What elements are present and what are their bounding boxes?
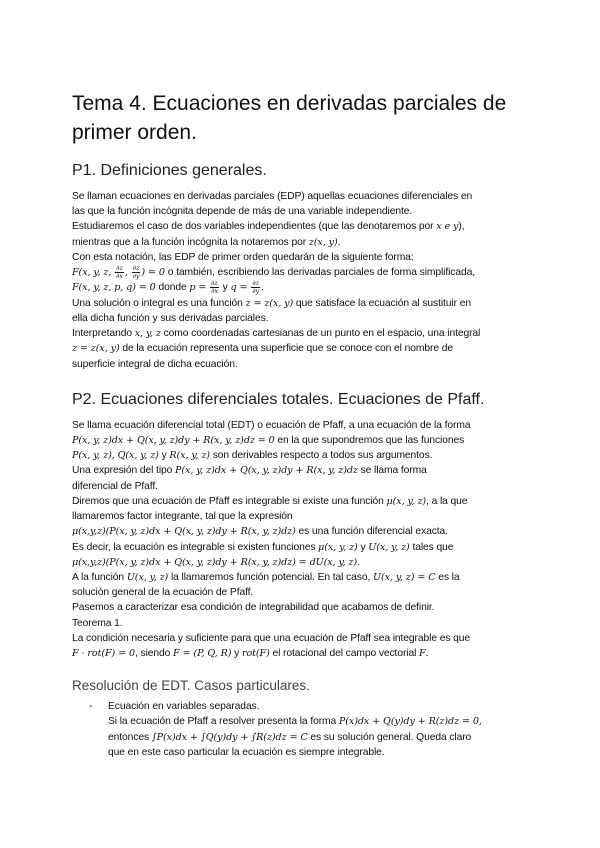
text-line: ella dicha función y sus derivadas parciales. (72, 313, 269, 325)
text-line: Es decir, la ecuación es integrable si existen funciones (72, 541, 316, 553)
text-line: el rotacional del campo vectorial (272, 647, 417, 659)
text-line: Una expresión del tipo (72, 465, 173, 477)
text-line: tales que (412, 541, 454, 553)
fraction-numerator: ∂z (211, 279, 218, 288)
math-expression: P(x, y, z), Q(x, y, z) (72, 450, 159, 462)
math-expression: F(x, y, z, p, q) = 0 (72, 282, 156, 294)
text-line: es la (438, 571, 460, 583)
period: . (425, 647, 429, 659)
document-body (72, 89, 530, 760)
text-line: de la ecuación representa una superficie que se conoce con el nombre de (122, 343, 453, 355)
math-expression: F (419, 647, 426, 659)
math-expression: μ(x,y,z)(P(x, y, z)dx + Q(x, y, z)dy + R(x, y, z)dz) (72, 526, 296, 538)
fraction-numerator: ∂z (116, 264, 123, 273)
math-expression: μ(x, y, z) (386, 495, 427, 507)
math-expression: R(x, y, z) (169, 450, 210, 462)
fraction-denominator: ∂x (211, 287, 218, 296)
math-expression: F = (P, Q, R) (173, 647, 232, 659)
math-expression: q = (230, 282, 248, 294)
text-line: como coordenadas cartesianas de un punto en el espacio, una integral (163, 328, 481, 340)
text-line: mientras que a la función incógnita la notaremos por (72, 236, 307, 248)
math-expression: U(x, y, z) = C (373, 571, 436, 583)
text-line: son derivables respecto a todos sus argumentos. (212, 450, 433, 462)
text-line: Una solución o integral es una función (72, 297, 243, 309)
text-line: en la que supondremos que las funciones (277, 435, 465, 447)
math-expression: P(x)dx + Q(y)dy + R(z)dz = 0, (338, 716, 482, 728)
text-line: ), (458, 221, 465, 233)
text-line: . (337, 236, 341, 248)
fraction-denominator: ∂x (116, 272, 123, 281)
text-line: y (222, 282, 228, 294)
text-line: la llamaremos función potencial. En tal caso, (170, 571, 371, 583)
theorem-label: Teorema 1. (72, 617, 123, 629)
text-line: solución general de la ecuación de Pfaff. (72, 587, 254, 599)
fraction-denominator: ∂y (252, 287, 260, 296)
paragraph-edp-definition (72, 189, 530, 372)
subsection-heading-resolucion: Resolución de EDT. Casos particulares. (72, 678, 310, 694)
math-expression: P(x, y, z)dx + Q(x, y, z)dy + R(x, y, z)dz (175, 465, 358, 477)
text-line: Pasemos a caracterizar esa condición de integrabilidad que acabamos de definir. (72, 602, 435, 614)
page-title: Tema 4. Ecuaciones en derivadas parciales de primer orden. (72, 92, 507, 144)
text-line: que en este caso particular la ecuación es siempre integrable. (108, 746, 385, 758)
math-expression: p = (189, 282, 207, 294)
period: . (261, 282, 264, 294)
math-expression: z = z(x, y) (72, 343, 120, 355)
text-line: Se llaman ecuaciones en derivadas parciales (EDP) aquellas ecuaciones diferenciales en (72, 191, 473, 202)
paragraph-pfaff (72, 418, 530, 661)
text-line: A la función (72, 571, 125, 583)
text-line: es una función diferencial exacta. (298, 526, 448, 538)
math-expression: x, y, z (134, 328, 161, 340)
text-line: , a la que (426, 495, 468, 507)
fraction-dz-dy (251, 280, 260, 295)
text-line: Se llama ecuación diferencial total (EDT) o ecuación de Pfaff, a una ecuación de la forma (72, 419, 471, 431)
text-line: se llama forma (360, 465, 427, 477)
list-item-text (108, 699, 530, 760)
bullet-dash: - (89, 701, 93, 713)
text-line: o también, escribiendo las derivadas parciales de forma simplificada, (167, 267, 475, 279)
list-item-variables-separadas (72, 699, 530, 760)
math-expression: z(x, y) (308, 236, 338, 248)
math-expression: x e y (436, 221, 459, 233)
text-line: llamaremos factor integrante, tal que la expresión (72, 511, 293, 523)
text-line: diferencial de Pfaff. (72, 480, 158, 492)
math-expression: μ(x, y, z) (318, 541, 358, 553)
fraction-dz-dy (132, 265, 141, 280)
math-expression: μ(x,y,z)(P(x, y, z)dx + Q(x, y, z)dy + R(x, y, z)dz) = dU(x, y, z). (72, 556, 360, 568)
math-expression: U(x, y, z) (126, 571, 169, 583)
math-expression: ∫P(x)dx + ∫Q(y)dy + ∫R(z)dz = C (151, 731, 308, 743)
math-expression: F · rot(F) = 0 (72, 647, 136, 659)
text-line: las que la función incógnita depende de más de una variable independiente. (72, 206, 413, 218)
text-line: donde (158, 282, 187, 294)
text-line: es su solución general. Queda claro (310, 731, 472, 743)
fraction-dz-dx (115, 265, 124, 280)
fraction-numerator: ∂z (252, 279, 259, 288)
text-line: entonces (108, 731, 149, 743)
math-comma: , (124, 267, 128, 279)
text-line: y (161, 450, 167, 462)
section-heading-definiciones: P1. Definiciones generales. (72, 162, 267, 179)
math-expression: rot(F) (241, 647, 270, 659)
math-expression: P(x, y, z)dx + Q(x, y, z)dy + R(x, y, z)dz = 0 (72, 435, 275, 447)
text-line: Con esta notación, las EDP de primer orden quedarán de la siguiente forma: (72, 251, 414, 263)
math-expression: F(x, y, z, (72, 267, 112, 279)
text-line: superficie integral de dicha ecuación. (72, 358, 238, 370)
text-line: Si la ecuación de Pfaff a resolver presenta la forma (108, 716, 337, 728)
text-line: Diremos que una ecuación de Pfaff es integrable si existe una función (72, 495, 384, 507)
fraction-dz-dx (210, 280, 219, 295)
fraction-numerator: ∂z (132, 264, 140, 273)
math-expression: U(x, y, z) (368, 541, 410, 553)
text-line: y (234, 647, 240, 659)
math-expression: ) = 0 (141, 267, 165, 279)
text-line: , siendo (135, 647, 171, 659)
section-heading-pfaff: P2. Ecuaciones diferenciales totales. Ecuaciones de Pfaff. (72, 390, 485, 408)
text-line: Estudiaremos el caso de dos variables independientes (que las denotaremos por (72, 221, 434, 233)
text-line: La condición necesaria y suficiente para que una ecuación de Pfaff sea integrable es que (72, 632, 471, 644)
fraction-denominator: ∂y (132, 272, 140, 281)
text-line: que satisface la ecuación al sustituir en (295, 297, 471, 309)
math-expression: z = z(x, y) (245, 297, 294, 309)
text-line: Ecuación en variables separadas. (108, 701, 260, 713)
text-line: Interpretando (72, 328, 132, 340)
text-line: y (360, 541, 366, 553)
